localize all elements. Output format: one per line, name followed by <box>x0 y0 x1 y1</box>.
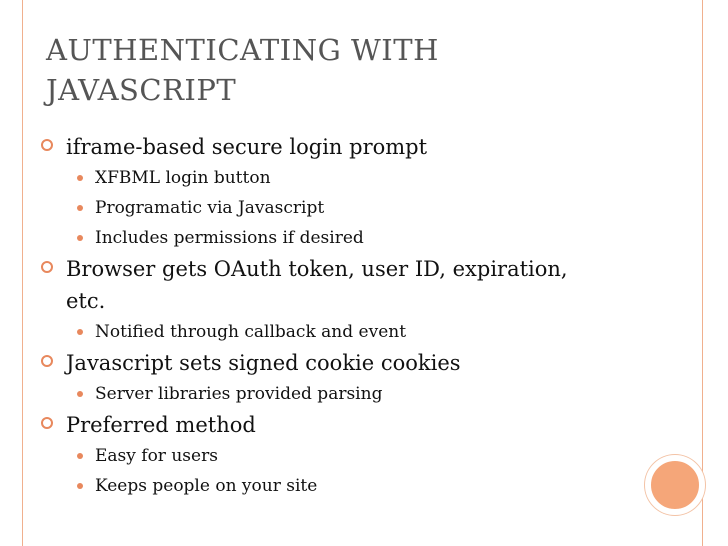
bullet-block <box>40 409 610 501</box>
sub-bullet-text: Programatic via Javascript <box>95 198 325 218</box>
level1-bullet <box>40 347 610 379</box>
level1-bullet <box>40 409 610 441</box>
sub-bullet-list <box>40 317 610 347</box>
level2-bullet <box>40 163 610 193</box>
decorative-circle <box>645 455 705 515</box>
sub-bullet-list <box>40 441 610 501</box>
dot-bullet-icon <box>77 205 83 211</box>
bullet-text: Preferred method <box>66 413 256 437</box>
dot-bullet-icon <box>77 453 83 459</box>
bullet-text: iframe-based secure login prompt <box>66 135 428 159</box>
circle-bullet-icon <box>41 261 53 273</box>
bullet-block <box>40 131 610 253</box>
sub-bullet-text: Includes permissions if desired <box>95 228 364 248</box>
level2-bullet <box>40 193 610 223</box>
bullet-text: Javascript sets signed cookie cookies <box>66 351 461 375</box>
title-line-2: JAVASCRIPT <box>46 73 237 107</box>
bullet-text: Browser gets OAuth token, user ID, expiration, etc. <box>66 257 568 313</box>
dot-bullet-icon <box>77 329 83 335</box>
dot-bullet-icon <box>77 483 83 489</box>
level1-bullet <box>40 253 610 317</box>
right-frame-line <box>702 0 703 546</box>
bullet-block <box>40 253 610 347</box>
level2-bullet <box>40 223 610 253</box>
title-line-1: AUTHENTICATING WITH <box>46 33 439 67</box>
left-frame-line <box>22 0 23 546</box>
level2-bullet <box>40 379 610 409</box>
bullet-block <box>40 347 610 409</box>
sub-bullet-list <box>40 379 610 409</box>
level2-bullet <box>40 317 610 347</box>
dot-bullet-icon <box>77 175 83 181</box>
dot-bullet-icon <box>77 391 83 397</box>
level2-bullet <box>40 471 610 501</box>
sub-bullet-text: Easy for users <box>95 446 218 466</box>
level2-bullet <box>40 441 610 471</box>
circle-bullet-icon <box>41 355 53 367</box>
slide-content <box>40 131 610 501</box>
dot-bullet-icon <box>77 235 83 241</box>
sub-bullet-text: Server libraries provided parsing <box>95 384 383 404</box>
sub-bullet-text: Notified through callback and event <box>95 322 407 342</box>
sub-bullet-text: XFBML login button <box>95 168 271 188</box>
slide-title <box>46 30 606 110</box>
level1-bullet <box>40 131 610 163</box>
circle-bullet-icon <box>41 139 53 151</box>
sub-bullet-text: Keeps people on your site <box>95 476 318 496</box>
sub-bullet-list <box>40 163 610 253</box>
circle-bullet-icon <box>41 417 53 429</box>
